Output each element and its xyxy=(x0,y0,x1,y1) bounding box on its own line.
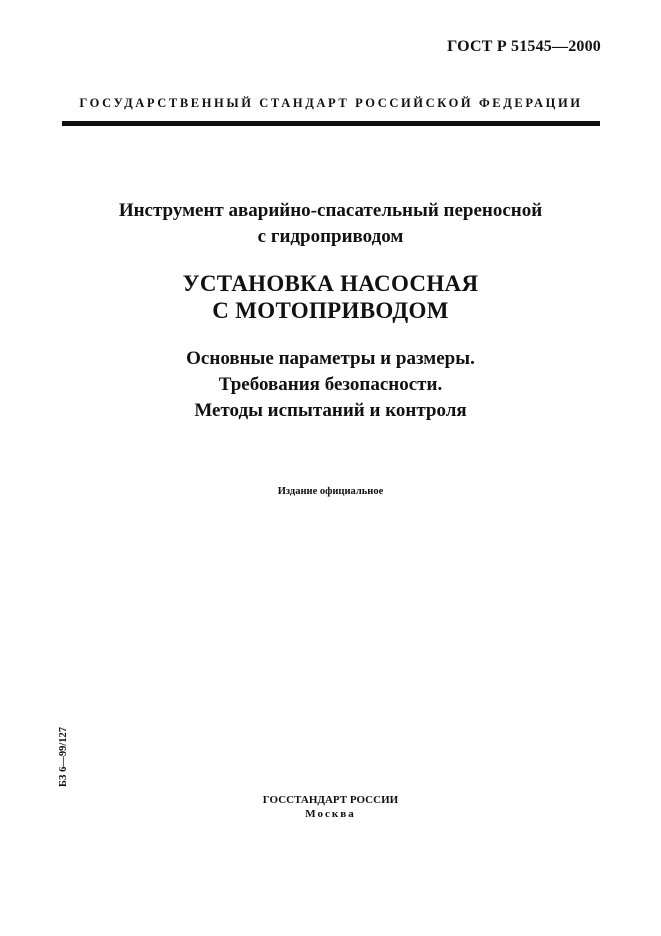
publisher-name: ГОССТАНДАРТ РОССИИ xyxy=(262,794,399,806)
main-title-line: УСТАНОВКА НАСОСНАЯ xyxy=(182,271,479,296)
parameters-line: Методы испытаний и контроля xyxy=(194,400,467,421)
header-rule xyxy=(62,121,600,126)
publisher-block xyxy=(0,793,661,821)
main-title-line: С МОТОПРИВОДОМ xyxy=(212,298,449,323)
subtitle xyxy=(60,198,601,250)
parameters-heading xyxy=(60,346,601,424)
subtitle-line: с гидроприводом xyxy=(257,226,404,247)
side-code: БЗ 6—99/127 xyxy=(58,726,69,788)
edition-note: Издание официальное xyxy=(277,486,384,497)
parameters-line: Основные параметры и размеры. xyxy=(186,348,475,369)
standard-number: ГОСТ Р 51545—2000 xyxy=(447,38,601,55)
state-standard-header: ГОСУДАРСТВЕННЫЙ СТАНДАРТ РОССИЙСКОЙ ФЕДЕРАЦИИ xyxy=(79,96,583,110)
main-title xyxy=(60,270,601,324)
publisher-city: Москва xyxy=(305,808,356,820)
title-block xyxy=(60,198,601,424)
parameters-line: Требования безопасности. xyxy=(218,374,443,395)
subtitle-line: Инструмент аварийно-спасательный переносной xyxy=(118,200,543,221)
